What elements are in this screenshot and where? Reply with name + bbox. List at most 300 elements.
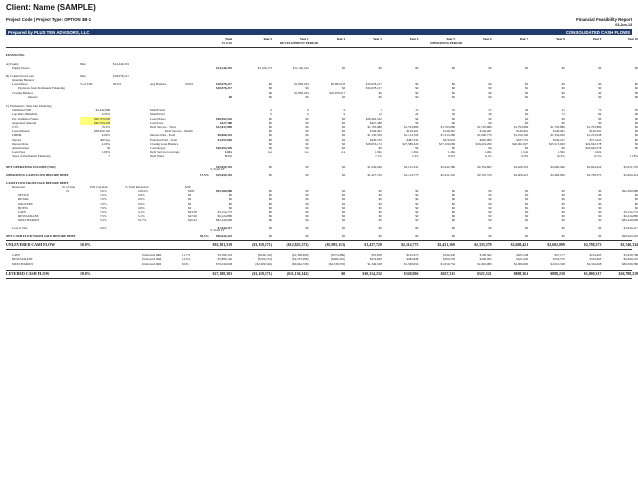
- construction-row-label: Loan Draws: [12, 82, 28, 87]
- reversion-item-pct: 4.1%: [138, 210, 145, 214]
- perm-schedule-total: $8,080,225: [217, 133, 232, 138]
- year-value: $0: [342, 66, 346, 70]
- year-value: $0: [598, 205, 602, 210]
- year-value: $53,838: [371, 252, 382, 257]
- year-value: $0: [305, 172, 309, 177]
- year-value: $2,482,099: [550, 172, 565, 177]
- year-value: n.a: [341, 150, 346, 155]
- noi-total: $19,659,181: [216, 164, 232, 169]
- year-value: $0: [598, 94, 602, 99]
- sale-cash-flow-heading: CASH FLOW FROM SALE BEFORE DEBT: [6, 180, 69, 185]
- year-column-label: Year 0: [263, 37, 272, 41]
- reversion-item-cap: 7.5%: [100, 214, 107, 219]
- asset-label: CAFE: [12, 252, 21, 257]
- year-value: $0: [342, 210, 346, 214]
- year-value: $0: [598, 197, 602, 202]
- year-value: 0: [343, 108, 346, 113]
- header-rule: [6, 47, 632, 48]
- year-value: $0: [305, 225, 309, 230]
- year-value: $1,793,886: [440, 125, 455, 129]
- year-value: $0: [561, 66, 565, 70]
- year-value: $27,109,069: [439, 141, 455, 146]
- reversion-item-label: RESTAURANT: [18, 214, 39, 219]
- year-value: $0: [342, 86, 346, 91]
- year-value: $1,793,886: [513, 125, 529, 129]
- year-value: $11,140,142: [292, 66, 309, 70]
- year-value: $2,608,421: [510, 242, 529, 247]
- year-value: $0: [415, 214, 419, 219]
- construction-param-value: 0.00%: [185, 82, 194, 87]
- year-value: $1,793,886: [367, 125, 382, 129]
- year-value: $0: [451, 120, 455, 125]
- year-value: $1,793,886: [404, 125, 419, 129]
- year-value: $2,680,466: [550, 164, 565, 169]
- year-value: 1.36x: [411, 150, 419, 155]
- perm-schedule-label: Interest Paid - Total: [150, 133, 176, 138]
- year-value: 8.6%: [448, 154, 455, 159]
- year-value: $30,314,232: [362, 272, 382, 277]
- year-value: $0: [305, 214, 309, 219]
- reversion-item-total: $0: [228, 193, 232, 198]
- header-band: [6, 29, 632, 35]
- year-value: $0: [378, 90, 382, 95]
- year-value: $0: [305, 94, 309, 99]
- year-value: $0: [525, 116, 529, 121]
- year-value: $3,154,772: [623, 210, 638, 214]
- year-value: $2,798,373: [583, 242, 602, 247]
- year-value: $2,010,328: [550, 261, 565, 266]
- construction-row-label: Paydown from Permanent Financing: [18, 86, 65, 91]
- year-value: $0: [561, 189, 565, 193]
- perm-schedule-label: Month Start: [150, 108, 166, 113]
- year-value: $0: [634, 94, 638, 99]
- year-value: $0: [268, 205, 272, 210]
- reversion-item-pct: 91.7%: [138, 218, 147, 223]
- year-value: $0: [342, 233, 346, 238]
- year-value: $0: [561, 116, 565, 121]
- reversion-item-psf: $93.58: [188, 210, 197, 214]
- perm-param-label: Amortization: [12, 146, 29, 150]
- year-value: $1,439,940: [367, 164, 382, 169]
- reversion-year: 10: [66, 189, 70, 193]
- year-value: $2,006,090: [513, 261, 529, 266]
- year-value: $0: [305, 233, 309, 238]
- year-value: $1,793,886: [550, 125, 565, 129]
- year-value: $1,346,528: [367, 261, 382, 266]
- construction-loan-heading: B) Construction Loan: [6, 74, 34, 78]
- year-value: $0: [525, 197, 529, 202]
- year-value: $0: [268, 214, 272, 219]
- year-value: 0: [270, 112, 272, 117]
- year-value: $1,883,184: [294, 82, 309, 87]
- year-value: $0: [451, 90, 455, 95]
- ocf-share-note: % Total CF: [210, 167, 225, 172]
- reversion-psf: $283: [188, 189, 195, 193]
- table-row: [0, 95, 638, 99]
- year-value: $16,978,217: [365, 82, 382, 87]
- year-value: $0: [305, 116, 309, 121]
- year-value: ($12,825,573): [286, 242, 309, 247]
- asset-irr: 12.9%: [182, 257, 191, 262]
- table-row: [0, 66, 638, 70]
- year-value: $0: [415, 66, 419, 70]
- year-value: $0: [342, 116, 346, 121]
- year-value: $0: [415, 90, 419, 95]
- year-value: $0: [268, 164, 272, 169]
- year-value: $0: [305, 146, 309, 150]
- year-value: 0: [343, 112, 346, 117]
- year-value: $0: [268, 201, 272, 206]
- reversion-item-cap: 7.0%: [100, 193, 107, 198]
- year-column-label: Year 6: [482, 37, 492, 41]
- reversion-item-cap: 7.0%: [100, 197, 107, 202]
- year-value: $0: [305, 189, 309, 193]
- year-value: $1,130,556: [367, 133, 382, 138]
- table-row: [0, 257, 638, 261]
- reversion-year-header: Yr of Sale: [62, 184, 76, 189]
- year-value: $965,086: [479, 137, 492, 142]
- year-value: $199,582: [479, 252, 492, 257]
- year-value: $0: [378, 197, 382, 202]
- perm-schedule-label: Debt Service - Total: [150, 125, 176, 129]
- year-value: $2,798,373: [587, 172, 602, 177]
- reversion-cap: 5.0%: [100, 189, 107, 193]
- year-value: $0: [598, 201, 602, 206]
- year-value: $0: [378, 201, 382, 206]
- year-value: $26,788,219: [618, 272, 638, 277]
- permanent-loan-heading: C) Permanent / Take-Out Financing: [6, 104, 52, 108]
- year-value: $0: [268, 82, 272, 87]
- year-value: 9.9%: [521, 154, 529, 159]
- asset-total: $79,049,048: [216, 261, 232, 266]
- year-value: $149,491: [479, 129, 492, 134]
- year-value: $0: [598, 116, 602, 121]
- perm-schedule-total: 9.1%: [224, 154, 232, 159]
- year-value: $26,061,827: [512, 141, 529, 146]
- perm-param-label: CTV: [12, 125, 19, 129]
- year-value: $82,440,999: [622, 218, 638, 223]
- year-value: $439,370: [369, 137, 382, 142]
- reversion-item-label: RETAIL: [18, 197, 30, 202]
- year-value: $0: [415, 197, 419, 202]
- reversion-item-total: $0: [228, 201, 232, 206]
- year-value: $0: [451, 214, 455, 219]
- asset-total: $5,889,146: [217, 257, 232, 262]
- year-value: $1,568,954: [404, 261, 419, 266]
- noi-label: NET OPERATING INCOME (NOI): [6, 164, 56, 169]
- year-value: $0: [415, 86, 419, 91]
- year-value: $0: [525, 218, 529, 223]
- reversion-item-psf: $0: [188, 205, 192, 210]
- operating-period-label: OPERATING PERIOD: [430, 41, 463, 45]
- year-value: $149,491: [552, 129, 565, 134]
- asset-total: $3,599,118: [217, 252, 232, 257]
- year-value: $0: [598, 233, 602, 238]
- year-column-label: Year 9: [592, 37, 602, 41]
- year-value: $2,442,386: [440, 164, 455, 169]
- perm-param-label: Years of Permanent Financing: [12, 154, 51, 159]
- table-row: [0, 253, 638, 257]
- year-value: $90,643,322: [622, 233, 638, 238]
- year-value: $0: [598, 210, 602, 214]
- table-row: [0, 53, 638, 57]
- year-value: $0: [561, 210, 565, 214]
- year-value: $0: [378, 66, 382, 70]
- year-value: $0: [342, 94, 346, 99]
- year-value: $0: [378, 205, 382, 210]
- equity-total: $14,246,319: [216, 66, 232, 70]
- year-value: $0: [342, 201, 346, 206]
- year-value: $2,125,241: [404, 164, 419, 169]
- development-period-label: DEVELOPMENT PERIOD: [280, 41, 319, 45]
- construction-total: $18,978,217: [216, 82, 232, 87]
- year-value: $300,250: [443, 257, 455, 262]
- year-value: $0: [525, 94, 529, 99]
- year-value: $0: [342, 164, 346, 169]
- year-value: $0: [634, 193, 638, 198]
- year-value: $3,106,173: [257, 66, 272, 70]
- year-value: $0: [561, 193, 565, 198]
- table-row: [0, 262, 638, 266]
- year-value: $0: [598, 218, 602, 223]
- year-value: $0: [451, 201, 455, 206]
- year-value: $0: [268, 172, 272, 177]
- year-value: $24,942,578: [585, 141, 602, 146]
- reversion-total: $92,280,980: [216, 189, 232, 193]
- asset-irr-label: Unlevered IRR: [142, 257, 162, 262]
- year-value: $637,311: [440, 272, 455, 277]
- year-value: $149,491: [406, 129, 419, 134]
- year-value: 24: [415, 112, 419, 117]
- year-value: $1,233,938: [587, 133, 602, 138]
- year-value: $16,978,217: [365, 86, 382, 91]
- year-value: $549,227: [552, 137, 565, 142]
- year-value: $0: [634, 129, 638, 134]
- construction-meta-label: Max: [80, 74, 86, 78]
- year-value: $194,430: [443, 252, 455, 257]
- year-value: $0: [342, 133, 346, 138]
- year-value: $0: [634, 125, 638, 129]
- year-value: $487,532: [406, 137, 419, 142]
- year-column-label: Year 3: [373, 37, 382, 41]
- year-value: $0,893,033: [330, 82, 346, 87]
- year-value: ($3,118,171): [252, 272, 272, 277]
- year-value: $2,335,379: [474, 242, 492, 247]
- year-value: 25: [451, 108, 455, 113]
- net-sale-cash-flow-label: NET CASH FLOW FROM SALE BEFORE DEBT: [6, 233, 76, 238]
- year-value: $0: [415, 225, 419, 230]
- year-value: $0: [268, 86, 272, 91]
- year-value: $0: [634, 66, 638, 70]
- reversion-item-pct: 5.1%: [138, 214, 145, 219]
- year-value: 84: [598, 112, 602, 117]
- reversion-item-label: CAFE: [18, 210, 27, 214]
- perm-schedule-label: Debt Yield: [150, 154, 164, 159]
- year-value: $0: [488, 233, 492, 238]
- project-code: Project Code | Project Type: OPTION 3B-1: [6, 17, 92, 22]
- year-value: $0: [415, 193, 419, 198]
- year-value: $0: [451, 94, 455, 99]
- year-value: $0: [634, 197, 638, 202]
- year-value: $527,791: [516, 137, 529, 142]
- perm-param-label: Cap Rate (Blended): [12, 112, 38, 117]
- perm-param-label: Est. Stabilized Value: [12, 116, 39, 121]
- total-column-sub: Yr 0-10: [221, 41, 232, 45]
- year-value: $3,429,768: [623, 252, 638, 257]
- year-value: $27,589,329: [402, 141, 419, 146]
- table-row: [0, 243, 638, 248]
- year-value: ($9,944,728): [292, 261, 309, 266]
- year-value: 96: [634, 112, 638, 117]
- reversion-item-cap: 7.0%: [100, 210, 107, 214]
- year-value: $0: [305, 133, 309, 138]
- prepared-by: Prepared by PLUS TEN ADVISORS, LLC: [8, 29, 90, 35]
- year-value: $0: [525, 82, 529, 87]
- year-column-label: Year 1: [299, 37, 309, 41]
- year-value: $27,177: [554, 252, 565, 257]
- levered-cash-flow-label: LEVERED CASH FLOW: [6, 272, 50, 277]
- year-value: $0: [268, 94, 272, 99]
- year-value: $0: [488, 218, 492, 223]
- exit-cap-header: Exit Cap Rate: [90, 184, 108, 189]
- perm-param-value: $28,492,542: [94, 129, 110, 134]
- year-value: $0: [598, 120, 602, 125]
- year-value: ($796,274): [257, 257, 272, 262]
- year-value: ($5,995,113): [325, 242, 346, 247]
- section-rule: [6, 240, 632, 241]
- year-value: $0: [415, 120, 419, 125]
- year-value: $0: [525, 201, 529, 206]
- year-value: $2,354,802: [477, 164, 492, 169]
- year-value: $0: [305, 205, 309, 210]
- year-value: $0: [561, 225, 565, 230]
- section-rule: [6, 270, 632, 271]
- perm-param-value: 30: [106, 146, 110, 150]
- year-value: $0: [378, 189, 382, 193]
- year-value: $0: [634, 141, 638, 146]
- year-value: $0: [451, 146, 455, 150]
- year-value: $6,224,880: [623, 214, 638, 219]
- year-value: ($682,245): [331, 257, 346, 262]
- operating-cash-flow-label: OPERATING CASH FLOW BEFORE DEBT: [6, 172, 69, 177]
- year-value: 0: [270, 108, 272, 113]
- year-value: $0: [634, 201, 638, 206]
- year-value: $2,431,265: [440, 172, 455, 177]
- year-value: $0: [488, 66, 492, 70]
- perm-schedule-label: Loan Repay: [150, 146, 166, 150]
- year-value: 1.56x: [557, 150, 565, 155]
- year-value: $1,256,190: [513, 133, 529, 138]
- year-value: $0: [305, 197, 309, 202]
- year-value: $1,090,779: [477, 133, 492, 138]
- year-value: $0: [305, 218, 309, 223]
- table-row: [0, 154, 638, 158]
- year-value: $0: [525, 193, 529, 198]
- year-value: $0: [451, 82, 455, 87]
- year-value: $0: [268, 125, 272, 129]
- year-column-label: Year 7: [519, 37, 529, 41]
- unlevered-irr: 10.0%: [80, 242, 91, 247]
- year-value: 11.8%: [629, 154, 638, 159]
- year-value: $0: [378, 233, 382, 238]
- perm-param-label: Loan Amount: [12, 129, 30, 134]
- year-value: $0: [598, 214, 602, 219]
- table-row: [0, 272, 638, 277]
- year-value: $0: [561, 205, 565, 210]
- year-value: $474,900: [369, 257, 382, 262]
- year-value: $0: [451, 116, 455, 121]
- year-value: $0: [451, 205, 455, 210]
- year-value: $0: [268, 133, 272, 138]
- year-value: n.a: [268, 150, 272, 155]
- year-value: $0: [305, 201, 309, 206]
- year-value: $149,491: [589, 129, 602, 134]
- year-value: $0: [342, 218, 346, 223]
- perm-param-value: 400 bps: [99, 137, 110, 142]
- reversion-item-psf: $47.69: [188, 214, 197, 219]
- equity-meta-label: Max: [80, 62, 86, 66]
- year-value: $427,388: [369, 120, 382, 125]
- reversion-item-cap: 7.0%: [100, 201, 107, 206]
- year-value: $0: [451, 193, 455, 198]
- year-value: $0: [268, 189, 272, 193]
- perm-schedule-total: $28,492,529: [216, 146, 232, 150]
- year-value: $0: [598, 86, 602, 91]
- year-value: 13: [415, 108, 419, 113]
- table-row: [0, 218, 638, 222]
- year-value: $0: [451, 66, 455, 70]
- asset-irr-label: Unlevered IRR: [142, 261, 162, 266]
- year-value: $2,608,421: [513, 172, 529, 177]
- year-value: $2,431,169: [437, 242, 455, 247]
- year-value: $0: [342, 205, 346, 210]
- year-value: $84,599,380: [622, 261, 638, 266]
- perm-param-value: 0.00%: [101, 133, 110, 138]
- year-value: $0: [305, 125, 309, 129]
- perm-param-label: Stabilized NOI: [12, 108, 32, 113]
- year-value: $0: [561, 214, 565, 219]
- year-value: 37: [488, 108, 492, 113]
- year-value: $0: [634, 137, 638, 142]
- perm-param-label: Loan Fees: [12, 150, 26, 155]
- year-value: $0: [415, 146, 419, 150]
- year-value: $0: [598, 193, 602, 198]
- year-value: $1,000,317: [583, 272, 602, 277]
- perm-param-value: $40,703,958: [80, 117, 110, 121]
- year-value: $0: [488, 120, 492, 125]
- perm-param-label: Appraised Amount: [12, 120, 37, 125]
- year-value: $299,095: [479, 257, 492, 262]
- year-value: 12: [378, 112, 382, 117]
- year-value: $0: [268, 141, 272, 146]
- year-value: $0: [488, 197, 492, 202]
- year-column-label: Year 2: [336, 37, 346, 41]
- year-value: $0: [561, 218, 565, 223]
- year-value: ($3,118,171): [252, 242, 272, 247]
- year-value: $0: [415, 94, 419, 99]
- year-value: ($11,136,142): [286, 272, 309, 277]
- perm-schedule-label: Debt Service Coverage: [150, 150, 180, 155]
- year-value: $0: [525, 90, 529, 95]
- year-column-label: Year 8: [556, 37, 565, 41]
- year-value: $0: [415, 210, 419, 214]
- year-value: 49: [525, 108, 529, 113]
- year-value: $0: [525, 205, 529, 210]
- year-value: $0: [634, 205, 638, 210]
- perm-schedule-label: Loan Fees: [150, 120, 164, 125]
- year-value: $1,793,886: [477, 125, 492, 129]
- perm-schedule-label: Loan Draws: [150, 116, 166, 121]
